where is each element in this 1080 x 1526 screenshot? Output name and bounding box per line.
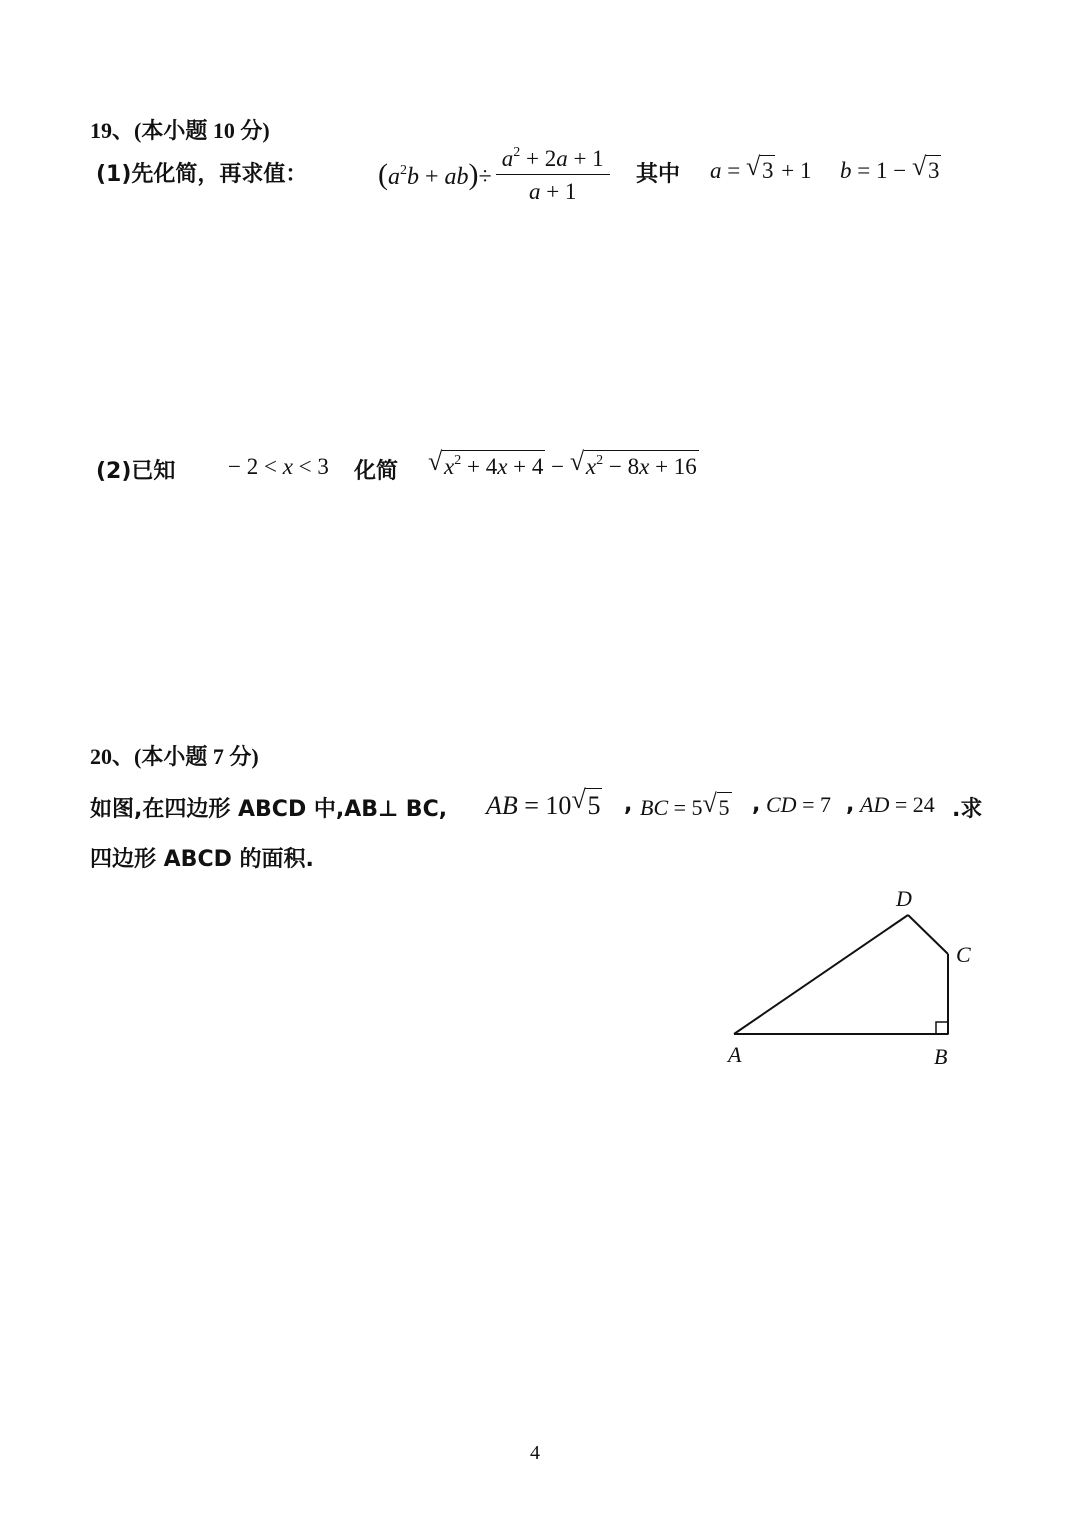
q20-cd: CD = 7 [766,792,831,817]
where-label: 其中 [636,162,681,187]
q19-heading: 19、(本小题 10 分) [90,118,270,143]
edge-dc [908,915,948,954]
edge-ad [734,915,908,1034]
minus-sign: − [551,454,565,479]
q19-part2-label: (2)已知 [96,459,176,484]
q19-part1-label: (1)先化简，再求值： [96,162,308,187]
a-value: a = √ 3 + 1 [710,152,812,183]
simplify-label: 化简 [354,459,399,484]
condition: − 2 < x < 3 [228,454,329,479]
q20-ab: AB = 10 √ 5 [486,785,601,820]
comma-2: , [752,792,761,817]
q20-line1-prefix: 如图,在四边形 ABCD 中,AB⊥ BC, [90,797,448,822]
fraction-denominator: a + 1 [528,179,577,204]
q20-bc: BC = 5 √ 5 [640,789,730,820]
q19-part1-expression [378,140,610,210]
vertex-label-a: A [728,1042,742,1067]
b-value: b = 1 − √ 3 [840,152,940,183]
fraction [496,145,610,205]
comma-3: , [846,792,855,817]
vertex-label-b: B [934,1044,948,1069]
q20-heading: 20、(本小题 7 分) [90,744,259,769]
comma-1: , [624,792,633,817]
sqrt-2: √ $x^2 - 8x + 16$ [569,447,697,479]
quadrilateral-edges [734,915,948,1034]
fraction-numerator: $a^2 + 2a + 1$ [496,145,610,175]
right-angle-marker [936,1022,948,1034]
q20-ad: AD = 24 [860,792,935,817]
sqrt-1: √ $x^2 + 4x + 4$ [428,447,544,479]
q20-line2: 四边形 ABCD 的面积. [90,847,314,872]
quadrilateral-figure [700,880,1000,1080]
radical-expression [428,447,699,480]
q20-line1-suffix: .求 [952,797,983,822]
vertex-label-d: D [896,886,912,911]
vertex-label-c: C [956,942,971,967]
expr-left: $(a^2b + ab)\div$ [378,158,492,191]
page-number: 4 [530,1442,540,1464]
